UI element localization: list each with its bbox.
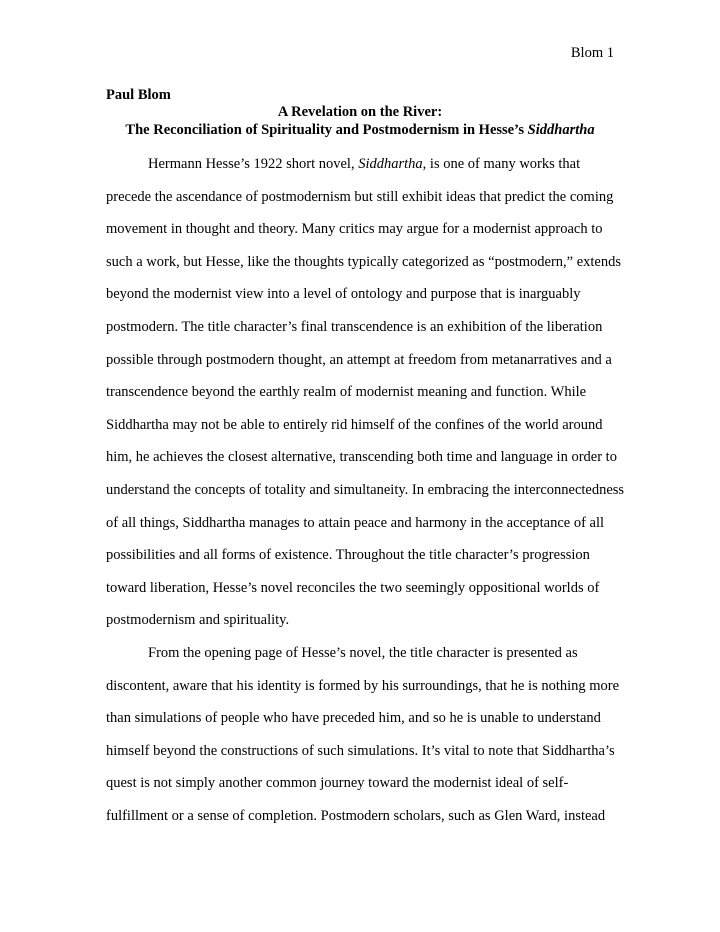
essay-title (106, 103, 614, 139)
title-line-1: A Revelation on the River: (277, 104, 443, 120)
body-line: movement in thought and theory. Many critics may argue for a modernist approach to (106, 221, 603, 238)
body-line: him, he achieves the closest alternative, transcending both time and language in order to (106, 449, 617, 466)
body-line: From the opening page of Hesse’s novel, the title character is presented as (148, 644, 578, 661)
body-line: Siddhartha may not be able to entirely rid himself of the confines of the world around (106, 416, 603, 433)
running-head: Blom 1 (570, 45, 614, 61)
body-line: postmodernism and spirituality. (106, 612, 290, 629)
body-line: possible through postmodern thought, an attempt at freedom from metanarratives and a (106, 351, 612, 368)
body-line: quest is not simply another common journey toward the modernist ideal of self- (106, 775, 569, 792)
body-line: postmodern. The title character’s final transcendence is an exhibition of the liberation (106, 318, 603, 335)
body-line: discontent, aware that his identity is formed by his surroundings, that he is nothing more (106, 677, 620, 694)
body-text-run: Hermann Hesse’s 1922 short novel, (148, 156, 359, 172)
body-line: than simulations of people who have preceded him, and so he is unable to understand (106, 710, 601, 727)
body-line: toward liberation, Hesse’s novel reconciles the two seemingly oppositional worlds of (106, 579, 600, 596)
title-line-2 (106, 121, 614, 139)
essay-body (106, 148, 625, 832)
title-line-2-text: The Reconciliation of Spirituality and Postmodernism in Hesse’s (125, 122, 528, 138)
body-text-run: , is one of many works that (422, 156, 581, 172)
body-line: beyond the modernist view into a level of ontology and purpose that is inarguably (106, 286, 581, 303)
body-line: himself beyond the constructions of such simulations. It’s vital to note that Siddhartha’s (106, 742, 615, 759)
body-line: of all things, Siddhartha manages to attain peace and harmony in the acceptance of all (106, 514, 605, 531)
body-line: precede the ascendance of postmodernism but still exhibit ideas that predict the coming (106, 188, 614, 205)
title-italic-work: Siddhartha (527, 122, 595, 138)
body-line: fulfillment or a sense of completion. Postmodern scholars, such as Glen Ward, instead (106, 807, 606, 824)
body-line: understand the concepts of totality and simultaneity. In embracing the interconnectedness (106, 481, 625, 498)
body-line: such a work, but Hesse, like the thoughts typically categorized as “postmodern,” extends (106, 253, 622, 270)
author-name: Paul Blom (106, 87, 171, 103)
italic-work-title: Siddhartha (358, 156, 423, 172)
body-line: transcendence beyond the earthly realm of modernist meaning and function. While (106, 384, 587, 401)
body-line: possibilities and all forms of existence. Throughout the title character’s progression (106, 547, 590, 564)
body-line (106, 148, 614, 181)
